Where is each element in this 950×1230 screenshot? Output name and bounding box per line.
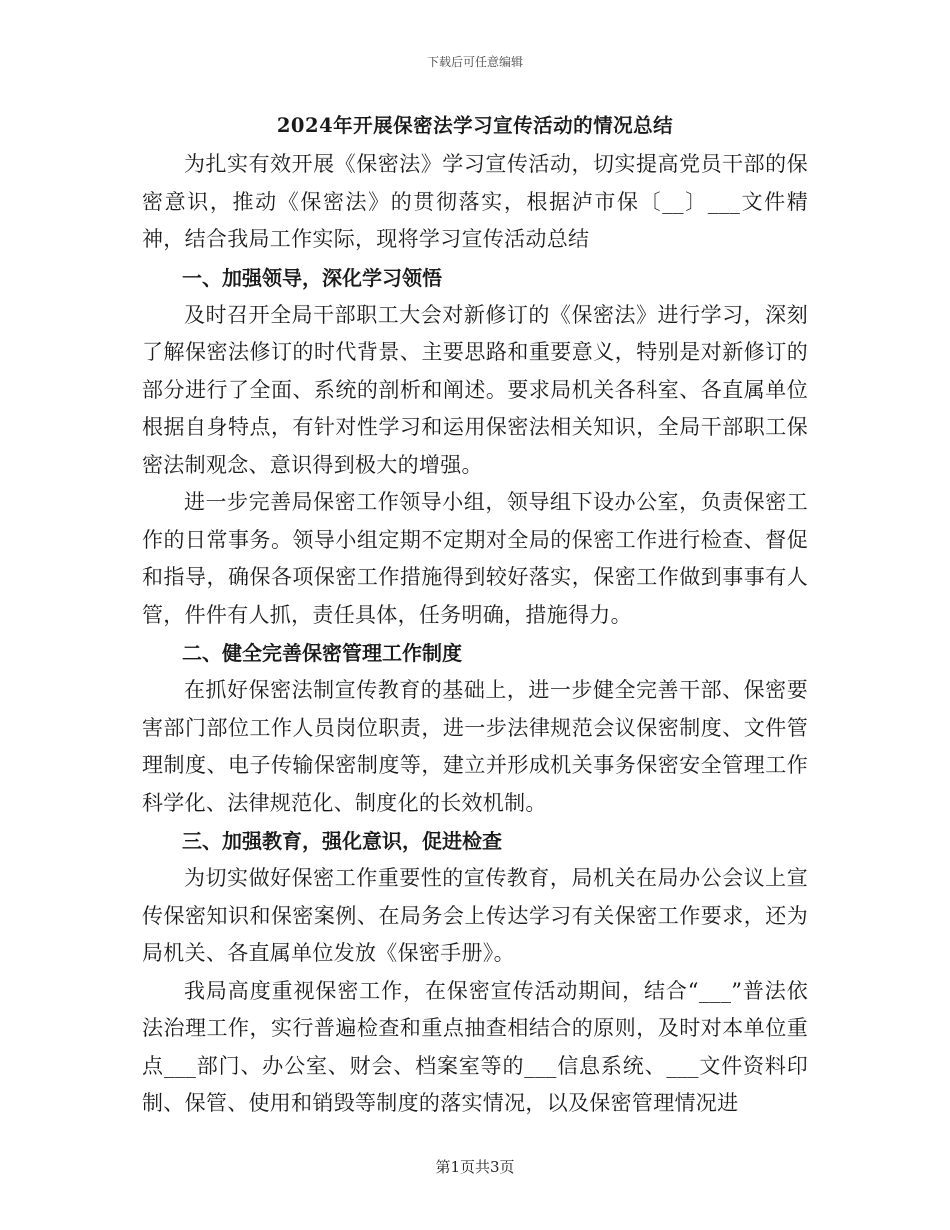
paragraph-study: 及时召开全局干部职工大会对新修订的《保密法》进行学习，深刻了解保密法修订的时代背景、主要思路和重要意义，特别是对新修订的部分进行了全面、系统的剖析和阐述。要求局机关各科室、各直属单位根据自身特点，有针对性学习和运用保密法相关知识，全局干部职工保密法制观念、意识得到极大的增强。 bbox=[142, 302, 808, 477]
section-heading-2: 二、健全完善保密管理工作制度 bbox=[182, 641, 462, 665]
section-heading-3: 三、加强教育，强化意识，促进检查 bbox=[182, 829, 502, 853]
section-heading-1: 一、加强领导，深化学习领悟 bbox=[182, 265, 442, 290]
paragraph-intro: 为扎实有效开展《保密法》学习宣传活动，切实提高党员干部的保密意识，推动《保密法》的贯彻落实，根据泸市保〔__〕___文件精神，结合我局工作实际，现将学习宣传活动总结 bbox=[142, 152, 808, 251]
document-title: 2024年开展保密法学习宣传活动的情况总结 bbox=[276, 114, 674, 137]
paragraph-education: 为切实做好保密工作重要性的宣传教育，局机关在局办公会议上宣传保密知识和保密案例、在局务会上传达学习有关保密工作要求，还为局机关、各直属单位发放《保密手册》。 bbox=[142, 866, 808, 965]
document-body bbox=[142, 106, 808, 1123]
page-number: 第1页共3页 bbox=[435, 1158, 515, 1176]
paragraph-leadership: 进一步完善局保密工作领导小组，领导组下设办公室，负责保密工作的日常事务。领导小组定期不定期对全局的保密工作进行检查、督促和指导，确保各项保密工作措施得到较好落实，保密工作做到事事有人管，件件有人抓，责任具体，任务明确，措施得力。 bbox=[142, 490, 808, 627]
paragraph-inspection: 我局高度重视保密工作，在保密宣传活动期间，结合“___”普法依法治理工作，实行普遍检查和重点抽查相结合的原则，及时对本单位重点___部门、办公室、财会、档案室等的___信息系统、___文件资料印制、保管、使用和销毁等制度的落实情况，以及保密管理情况进 bbox=[142, 978, 808, 1115]
paragraph-system: 在抓好保密法制宣传教育的基础上，进一步健全完善干部、保密要害部门部位工作人员岗位职责，进一步法律规范会议保密制度、文件管理制度、电子传输保密制度等，建立并形成机关事务保密安全管理工作科学化、法律规范化、制度化的长效机制。 bbox=[142, 678, 808, 815]
header-note: 下载后可任意编辑 bbox=[426, 55, 523, 69]
